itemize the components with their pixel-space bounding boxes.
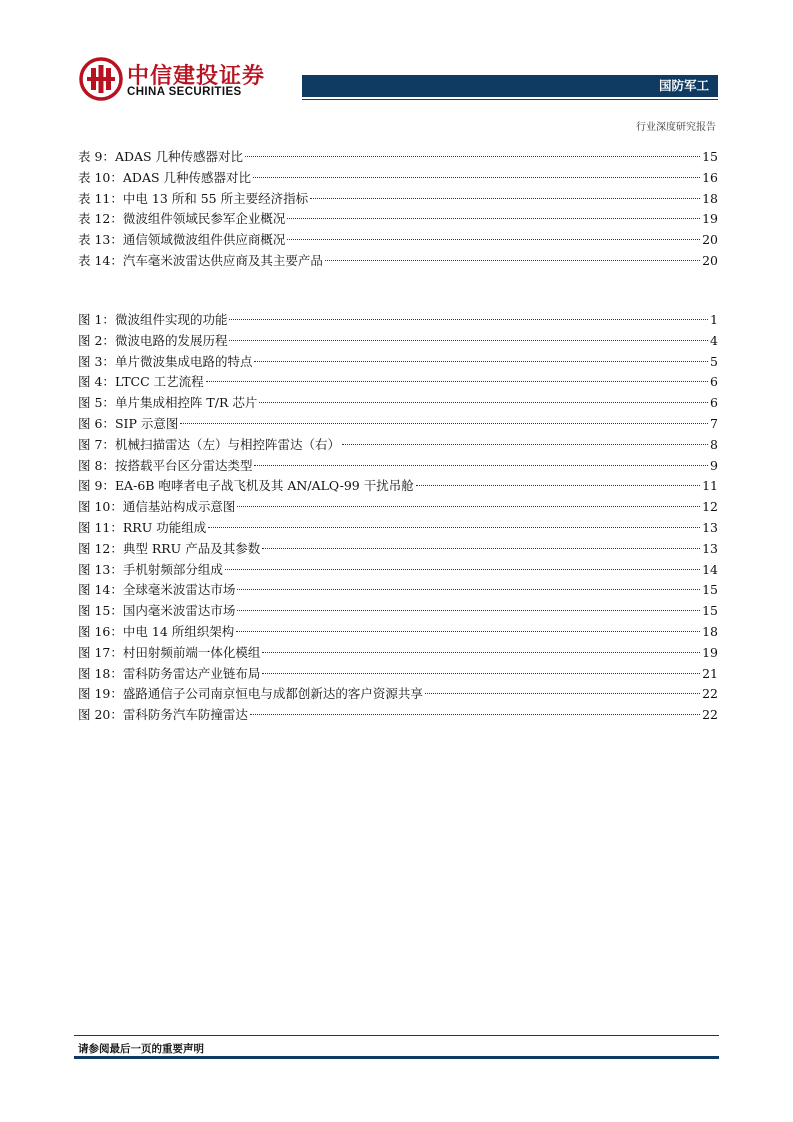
dot-leader	[250, 714, 700, 715]
entry-page-number: 6	[710, 395, 718, 411]
entry-number: 图 17：	[78, 644, 123, 660]
entry-page-number: 21	[702, 665, 718, 681]
entry-title: 手机射频部分组成	[122, 561, 223, 577]
entry-number: 表 13：	[78, 232, 123, 248]
entry-page-number: 22	[702, 707, 718, 723]
entry-number: 图 2：	[78, 332, 115, 348]
entry-number: 表 14：	[78, 252, 123, 268]
footer-thick-divider	[74, 1056, 719, 1059]
entry-number: 图 18：	[78, 665, 123, 681]
toc-figure-entry[interactable]	[78, 518, 718, 539]
dot-leader	[180, 423, 708, 424]
dot-leader	[325, 260, 700, 261]
entry-page-number: 11	[702, 478, 718, 494]
entry-page-number: 20	[702, 252, 718, 268]
toc-figure-entry[interactable]	[78, 310, 718, 331]
toc-table-entry[interactable]	[78, 209, 718, 230]
entry-title: 村田射频前端一体化模组	[122, 644, 261, 660]
dot-leader	[253, 177, 700, 178]
dot-leader	[287, 239, 700, 240]
toc-figure-entry[interactable]	[78, 601, 718, 622]
toc-figure-entry[interactable]	[78, 539, 718, 560]
dot-leader	[245, 156, 700, 157]
dot-leader	[254, 465, 708, 466]
entry-page-number: 19	[702, 644, 718, 660]
entry-title: 雷科防务雷达产业链布局	[122, 665, 261, 681]
table-of-tables	[78, 147, 718, 272]
table-of-figures	[78, 310, 718, 726]
dot-leader	[237, 610, 700, 611]
dot-leader	[237, 506, 700, 507]
entry-title: 微波电路的发展历程	[114, 332, 228, 348]
entry-page-number: 7	[710, 415, 718, 431]
toc-figure-entry[interactable]	[78, 435, 718, 456]
entry-number: 表 12：	[78, 211, 123, 227]
entry-number: 图 15：	[78, 603, 123, 619]
entry-number: 图 11：	[78, 519, 123, 535]
entry-title: 单片微波集成电路的特点	[114, 353, 253, 369]
dot-leader	[208, 527, 700, 528]
toc-figure-entry[interactable]	[78, 476, 718, 497]
dot-leader	[416, 485, 700, 486]
dot-leader	[206, 381, 708, 382]
entry-title: EA-6B 咆哮者电子战飞机及其 AN/ALQ-99 干扰吊舱	[114, 478, 414, 494]
sector-banner	[302, 75, 718, 97]
entry-number: 图 19：	[78, 686, 123, 702]
entry-number: 表 11：	[78, 190, 123, 206]
entry-page-number: 15	[702, 582, 718, 598]
toc-table-entry[interactable]	[78, 147, 718, 168]
toc-figure-entry[interactable]	[78, 705, 718, 726]
logo-chinese-name: 中信建投证券	[127, 64, 266, 89]
report-type-label: 行业深度研究报告	[636, 122, 716, 133]
dot-leader	[225, 569, 700, 570]
entry-number: 表 10：	[78, 169, 123, 185]
dot-leader	[310, 198, 700, 199]
entry-title: LTCC 工艺流程	[114, 374, 204, 390]
entry-page-number: 8	[710, 436, 718, 452]
entry-number: 图 16：	[78, 623, 123, 639]
entry-number: 图 14：	[78, 582, 123, 598]
entry-title: 中电 14 所组织架构	[122, 623, 235, 639]
toc-figure-entry[interactable]	[78, 643, 718, 664]
dot-leader	[229, 319, 708, 320]
entry-number: 图 7：	[78, 436, 115, 452]
entry-title: 盛路通信子公司南京恒电与成都创新达的客户资源共享	[122, 686, 423, 702]
entry-page-number: 12	[702, 499, 718, 515]
entry-page-number: 18	[702, 190, 718, 206]
toc-figure-entry[interactable]	[78, 393, 718, 414]
toc-table-entry[interactable]	[78, 168, 718, 189]
dot-leader	[287, 218, 700, 219]
toc-figure-entry[interactable]	[78, 372, 718, 393]
entry-number: 图 13：	[78, 561, 123, 577]
entry-page-number: 15	[702, 603, 718, 619]
dot-leader	[425, 693, 700, 694]
dot-leader	[342, 444, 708, 445]
company-logo	[79, 57, 266, 101]
entry-page-number: 19	[702, 211, 718, 227]
toc-figure-entry[interactable]	[78, 497, 718, 518]
entry-page-number: 15	[702, 149, 718, 164]
entry-title: 单片集成相控阵 T/R 芯片	[114, 395, 258, 411]
toc-figure-entry[interactable]	[78, 622, 718, 643]
entry-title: 汽车毫米波雷达供应商及其主要产品	[122, 252, 323, 268]
header-divider	[302, 99, 718, 100]
toc-figure-entry[interactable]	[78, 352, 718, 373]
toc-figure-entry[interactable]	[78, 664, 718, 685]
toc-figure-entry[interactable]	[78, 684, 718, 705]
toc-figure-entry[interactable]	[78, 560, 718, 581]
entry-title: 典型 RRU 产品及其参数	[122, 540, 261, 556]
entry-title: 全球毫米波雷达市场	[122, 582, 236, 598]
entry-number: 表 9：	[78, 149, 115, 164]
entry-page-number: 13	[702, 519, 718, 535]
dot-leader	[236, 631, 700, 632]
entry-title: ADAS 几种传感器对比	[122, 169, 252, 185]
entry-number: 图 10：	[78, 499, 123, 515]
entry-number: 图 9：	[78, 478, 115, 494]
entry-title: 雷科防务汽车防撞雷达	[122, 707, 248, 723]
entry-number: 图 1：	[78, 312, 115, 327]
entry-page-number: 13	[702, 540, 718, 556]
entry-title: ADAS 几种传感器对比	[114, 149, 244, 164]
entry-page-number: 20	[702, 232, 718, 248]
entry-title: 通信基站构成示意图	[122, 499, 236, 515]
entry-page-number: 6	[710, 374, 718, 390]
footer-divider	[74, 1035, 719, 1036]
toc-table-entry[interactable]	[78, 251, 718, 272]
entry-number: 图 12：	[78, 540, 123, 556]
toc-table-entry[interactable]	[78, 230, 718, 251]
dot-leader	[259, 402, 708, 403]
dot-leader	[254, 361, 708, 362]
toc-figure-entry[interactable]	[78, 580, 718, 601]
dot-leader	[262, 673, 700, 674]
entry-page-number: 4	[710, 332, 718, 348]
entry-page-number: 5	[710, 353, 718, 369]
entry-title: 微波组件实现的功能	[114, 312, 228, 327]
footer-disclaimer: 请参阅最后一页的重要声明	[78, 1043, 204, 1055]
entry-title: RRU 功能组成	[122, 519, 207, 535]
entry-number: 图 6：	[78, 415, 115, 431]
toc-figure-entry[interactable]	[78, 331, 718, 352]
china-securities-logo-icon	[79, 57, 123, 101]
entry-title: 中电 13 所和 55 所主要经济指标	[122, 190, 309, 206]
entry-title: 机械扫描雷达（左）与相控阵雷达（右）	[114, 436, 340, 452]
entry-number: 图 3：	[78, 353, 115, 369]
toc-table-entry[interactable]	[78, 189, 718, 210]
entry-page-number: 14	[702, 561, 718, 577]
logo-english-name: CHINA SECURITIES	[127, 86, 242, 98]
entry-number: 图 5：	[78, 395, 115, 411]
entry-page-number: 18	[702, 623, 718, 639]
dot-leader	[237, 589, 700, 590]
entry-title: 国内毫米波雷达市场	[122, 603, 236, 619]
toc-figure-entry[interactable]	[78, 456, 718, 477]
entry-title: 按搭载平台区分雷达类型	[114, 457, 253, 473]
entry-number: 图 4：	[78, 374, 115, 390]
dot-leader	[262, 652, 700, 653]
dot-leader	[262, 548, 700, 549]
entry-title: 微波组件领域民参军企业概况	[122, 211, 286, 227]
entry-page-number: 22	[702, 686, 718, 702]
entry-title: 通信领域微波组件供应商概况	[122, 232, 286, 248]
toc-figure-entry[interactable]	[78, 414, 718, 435]
entry-title: SIP 示意图	[114, 415, 179, 431]
entry-number: 图 8：	[78, 457, 115, 473]
dot-leader	[229, 340, 708, 341]
entry-number: 图 20：	[78, 707, 123, 723]
sector-label: 国防军工	[658, 78, 709, 93]
entry-page-number: 9	[710, 457, 718, 473]
entry-page-number: 1	[710, 312, 718, 327]
entry-page-number: 16	[702, 169, 718, 185]
